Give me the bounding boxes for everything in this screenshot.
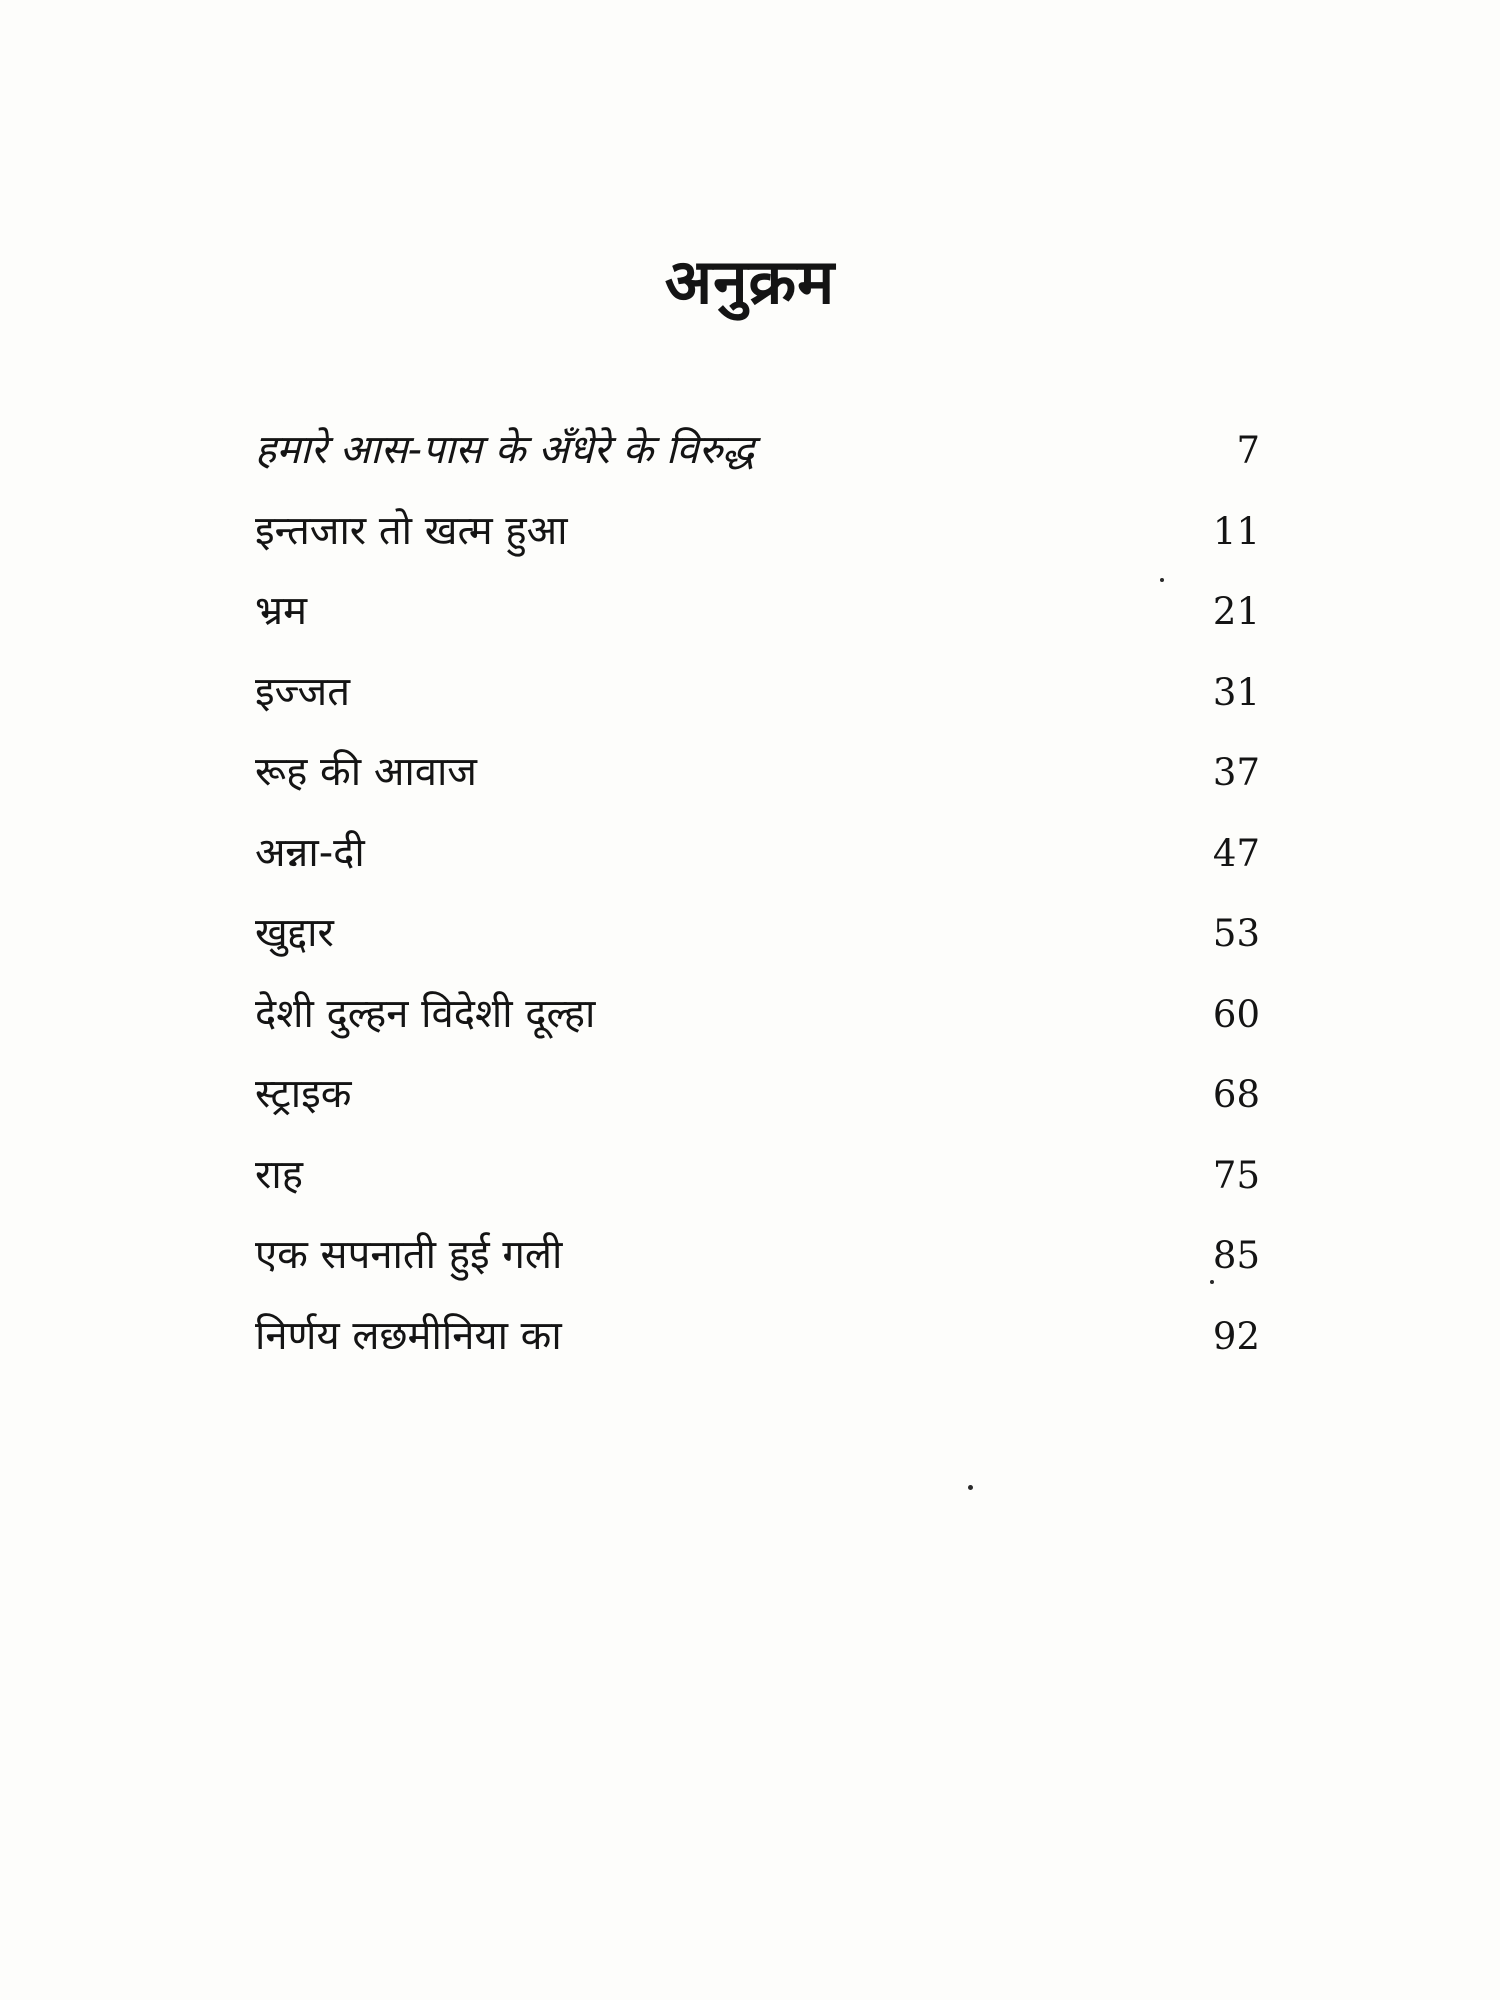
toc-entry-title: देशी दुल्हन विदेशी दूल्हा: [255, 990, 596, 1037]
toc-entry-title: इज्जत: [255, 668, 350, 715]
toc-entry-page: 11: [1212, 509, 1260, 553]
toc-entry-page: 92: [1212, 1314, 1260, 1358]
toc-entry-title: एक सपनाती हुई गली: [255, 1232, 563, 1278]
toc-entry: [255, 974, 1260, 1055]
toc-entry-page: 31: [1212, 670, 1260, 714]
page-title: अनुक्रम: [664, 244, 836, 318]
toc-entry-title: भ्रम: [255, 588, 308, 634]
toc-entry-title: रूह की आवाज: [255, 749, 477, 795]
toc-entry-page: 21: [1212, 590, 1260, 633]
toc-entry: [255, 652, 1260, 733]
toc-entry-title: खुद्दार: [255, 910, 334, 956]
toc-entry: [255, 410, 1260, 491]
toc-entry-title: निर्णय लछमीनिया का: [255, 1312, 562, 1359]
toc-entry-title: इन्तजार तो खत्म हुआ: [255, 507, 568, 554]
toc-entry-title: स्ट्राइक: [255, 1071, 352, 1117]
toc-entry-page: 53: [1212, 912, 1260, 955]
toc-entry-title: हमारे आस-पास के अँधेरे के विरुद्ध: [255, 427, 755, 473]
toc-entry-title: अन्ना-दी: [255, 829, 365, 876]
toc-entry-page: 7: [1236, 429, 1260, 472]
toc-entry-page: 75: [1212, 1153, 1260, 1197]
scan-speck: [968, 1485, 973, 1490]
toc-entry: [255, 1215, 1260, 1296]
table-of-contents: [255, 410, 1260, 1376]
toc-entry: [255, 571, 1260, 652]
toc-entry-page: 60: [1212, 992, 1260, 1036]
toc-entry-title: राह: [255, 1151, 303, 1198]
toc-entry-page: 85: [1212, 1234, 1260, 1277]
toc-entry: [255, 1054, 1260, 1135]
toc-entry-page: 68: [1212, 1073, 1260, 1116]
toc-entry: [255, 732, 1260, 813]
toc-entry: [255, 893, 1260, 974]
toc-entry: [255, 491, 1260, 572]
toc-entry-page: 47: [1212, 831, 1260, 875]
toc-entry-page: 37: [1212, 751, 1260, 794]
toc-entry: [255, 1135, 1260, 1216]
toc-entry: [255, 813, 1260, 894]
toc-entry: [255, 1296, 1260, 1377]
